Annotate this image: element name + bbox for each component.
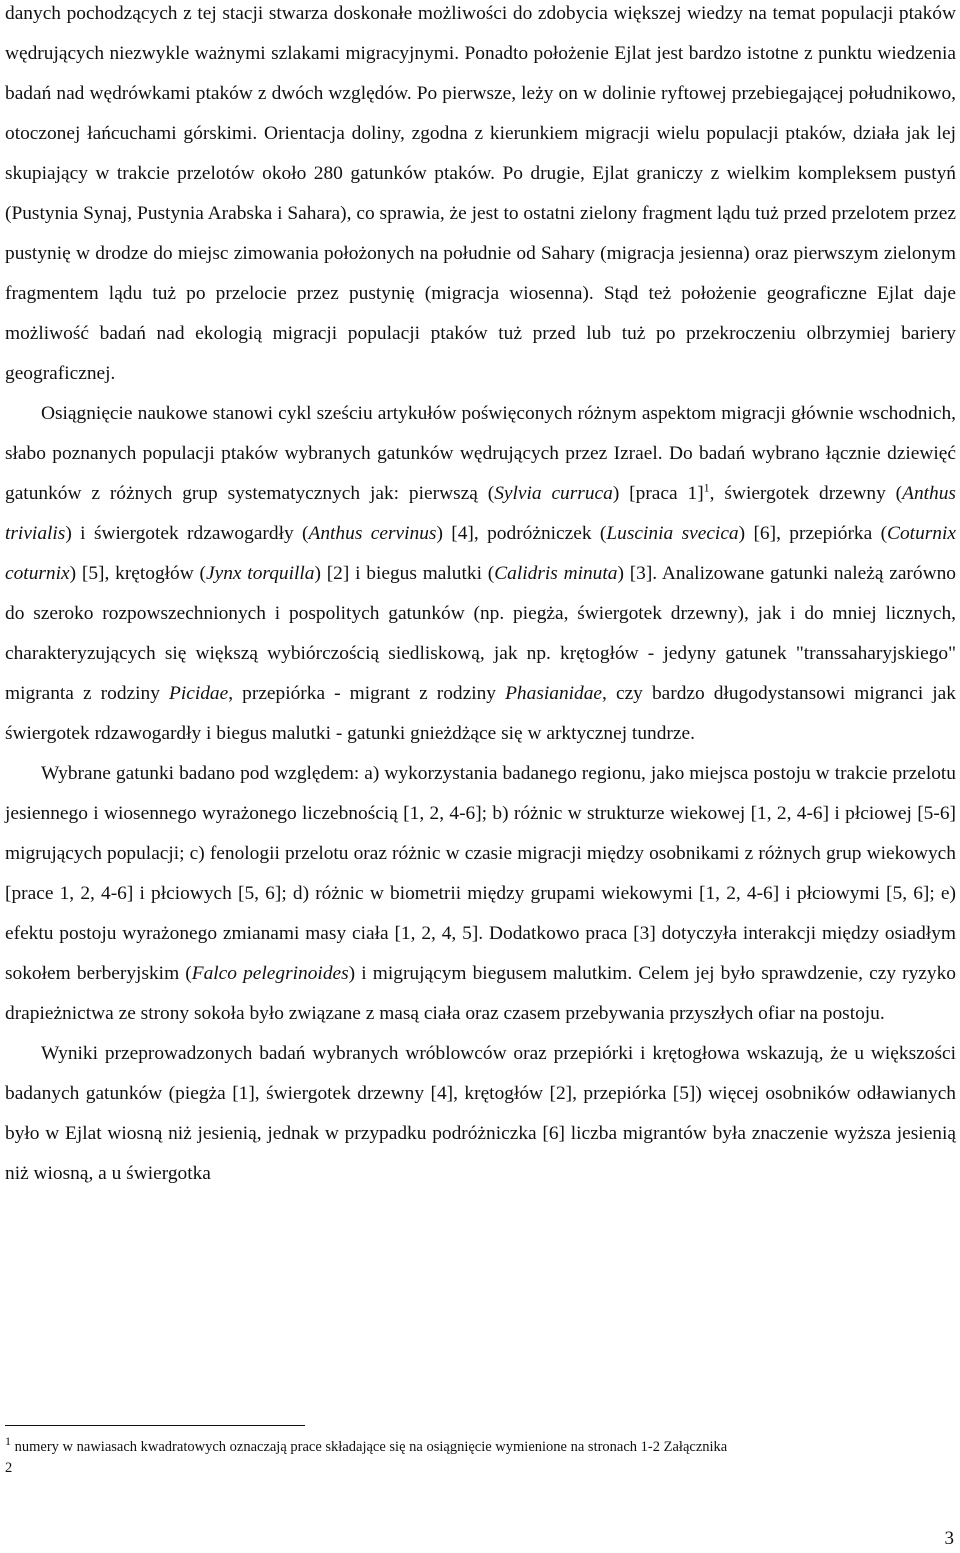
footnote-separator: [5, 1425, 305, 1426]
footnote-ref: 1: [703, 480, 710, 495]
paragraph: [5, 0, 956, 394]
text-run: ) i migrującym biegusem malutkim. Celem jej było sprawdzenie, czy ryzyko drapieżnictwa ze strony sokoła było związane z masą ciała oraz czasem przebywania przyszłych ofiar na postoju.: [5, 963, 956, 1024]
species-name: Jynx torquilla: [206, 563, 315, 584]
text-run: ) [5], krętogłów (: [69, 563, 206, 584]
species-name: Phasianidae: [505, 683, 603, 704]
paragraph: [5, 394, 956, 754]
footnote-text: numery w nawiasach kwadratowych oznaczają prace składające się na osiągnięcie wymienione na stronach 1-2 Załącznika: [11, 1439, 728, 1455]
text-run: ) [2] i biegus malutki (: [314, 563, 495, 584]
page-number: 3: [944, 1528, 954, 1549]
species-name: Coturnix coturnix: [5, 523, 956, 584]
text-run: Osiągnięcie naukowe stanowi cykl sześciu artykułów poświęconych różnym aspektom migracji głównie wschodnich, słabo poznanych populacji ptaków wybranych gatunków wędrujących przez Izrael. Do badań wybrano łącznie dziewięć gatunków z różnych grup systematycznych jak: pierwszą (: [5, 403, 956, 504]
species-name: Luscinia svecica: [606, 523, 739, 544]
footnote-mark: 1: [5, 1434, 11, 1449]
text-run: ) [praca 1]: [612, 483, 704, 504]
text-run: Wyniki przeprowadzonych badań wybranych wróblowców oraz przepiórki i krętogłowa wskazują, że u większości badanych gatunków (piegża [1], świergotek drzewny [4], krętogłów [2], przepiórka [5]) więcej osobników odławianych było w Ejlat wiosną niż jesienią, jednak w przypadku podróżniczka [6] liczba migrantów była znaczenie wyższa jesienią niż wiosną, a u świergotka: [5, 1043, 956, 1184]
text-run: ) [3]. Analizowane gatunki należą zarówno do szeroko rozpowszechnionych i pospolitych gatunków (np. piegża, świergotek drzewny), jak i do mniej licznych, charakteryzujących się większą wybiórczością siedliskową, jak np. krętogłów - jedyny gatunek "transsaharyjskiego" migranta z rodziny: [5, 563, 956, 704]
text-run: , czy bardzo długodystansowi migranci jak świergotek rdzawogardły i biegus malutki - gatunki gnieżdżące się w arktycznej tundrze.: [5, 683, 956, 744]
text-run: , przepiórka - migrant z rodziny: [228, 683, 506, 704]
species-name: Picidae: [169, 683, 229, 704]
species-name: Falco pelegrinoides: [191, 963, 349, 984]
text-run: Wybrane gatunki badano pod względem: a) wykorzystania badanego regionu, jako miejsca postoju w trakcie przelotu jesiennego i wiosennego wyrażonego liczebnością [1, 2, 4-6]; b) różnic w strukturze wiekowej [1, 2, 4-6] i płciowej [5-6] migrujących populacji; c) fenologii przelotu oraz różnic w czasie migracji między osobnikami z różnych grup wiekowych [prace 1, 2, 4-6] i płciowych [5, 6]; d) różnic w biometrii między grupami wiekowymi [1, 2, 4-6] i płciowymi [5, 6]; e) efektu postoju wyrażonego zmianami masy ciała [1, 2, 4, 5]. Dodatkowo praca [3] dotyczyła interakcji między osiadłym sokołem berberyjskim (: [5, 763, 956, 984]
paragraph: [5, 754, 956, 1034]
text-run: danych pochodzących z tej stacji stwarza doskonałe możliwości do zdobycia większej wiedzy na temat populacji ptaków wędrujących niezwykle ważnymi szlakami migracyjnymi. Ponadto położenie Ejlat jest bardzo istotne z punktu wiedzenia badań nad wędrówkami ptaków z dwóch względów. Po pierwsze, leży on w dolinie ryftowej przebiegającej południkowo, otoczonej łańcuchami górskimi. Orientacja doliny, zgodna z kierunkiem migracji wielu populacji ptaków, działa jak lej skupiający w trakcie przelotów około 280 gatunków ptaków. Po drugie, Ejlat graniczy z wielkim kompleksem pustyń (Pustynia Synaj, Pustynia Arabska i Sahara), co sprawia, że jest to ostatni zielony fragment lądu tuż przed przelotem przez pustynię w drodze do miejsc zimowania położonych na południe od Sahary (migracja jesienna) oraz pierwszym zielonym fragmentem lądu tuż po przelocie przez pustynię (migracja wiosenna). Stąd też położenie geograficzne Ejlat daje możliwość badań nad ekologią migracji populacji ptaków tuż przed lub tuż po przekroczeniu olbrzymiej bariery geograficznej.: [5, 3, 956, 384]
species-name: Anthus trivialis: [5, 483, 956, 544]
footnote: [5, 1436, 956, 1458]
species-name: Anthus cervinus: [308, 523, 437, 544]
text-run: , świergotek drzewny (: [709, 483, 903, 504]
body-text: [5, 0, 956, 1194]
text-run: ) i świergotek rdzawogardły (: [65, 523, 309, 544]
text-run: ) [4], podróżniczek (: [436, 523, 607, 544]
text-run: ) [6], przepiórka (: [738, 523, 888, 544]
species-name: Sylvia curruca: [494, 483, 613, 504]
paragraph: [5, 1034, 956, 1194]
footnote-continuation: 2: [5, 1460, 13, 1476]
species-name: Calidris minuta: [494, 563, 618, 584]
